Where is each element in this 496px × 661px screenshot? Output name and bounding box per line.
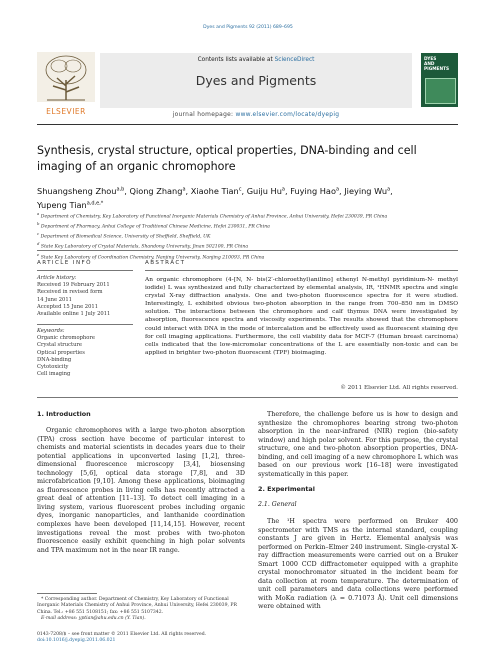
homepage-prefix: journal homepage: xyxy=(172,112,236,118)
author[interactable] xyxy=(37,200,103,210)
keyword: DNA-binding xyxy=(37,356,72,363)
abstract-text: An organic chromophore (4-[N, N- bis(2′-chloroethyl)anilino] ethenyl N-methyl pyridinium-N- methyl iodide) L was synthesized and fully characterized by elemental analysis, IR, ¹HNMR spectra and single crystal X-ray diffraction analysis. One and two-photon fluorescence spectra for it were studied. Interestingly, L exhibited obvious two-photon absorption in the range from 700–850 nm in DMSO solution. The interactions between the chromophore and calf thymus DNA were investigated by absorption, fluorescence spectra and viscosity experiments. The results showed that the chromophore could interact with DNA in the mode of intercalation and be effectively used as fluorescent staining dye for cell imaging applications. Furthermore, the cell viability data for MCF-7 (Human breast carcinoma) cells indicated that the low-micromolar concentrations of the L are essentially non-toxic and can be applied in brighter two-photon fluorescent (TPF) bioimaging. xyxy=(145,277,458,356)
history-item: Received in revised form xyxy=(37,289,103,296)
history-item: Available online 1 July 2011 xyxy=(37,311,111,318)
affiliation xyxy=(37,211,458,221)
email-address[interactable]: E-mail address: yptian@ahu.edu.cn (Y. Tian). xyxy=(41,616,146,622)
affiliation-mark: b xyxy=(37,221,40,227)
author-affiliation-mark: a xyxy=(335,186,340,192)
corresponding-author-note: * Corresponding author. Department of Chemistry, Key Laboratory of Functional Inorganic Materials Chemistry of Anhui Province, Anhui University, Hefei 230039, PR China. Tel.: +86 551 5108151; fax: +86 551 5107342. xyxy=(37,597,237,615)
cover-title-line-1: DYES xyxy=(424,57,437,62)
cover-title-line-3: PIGMENTS xyxy=(424,67,450,72)
author-affiliation-mark: a xyxy=(281,186,285,192)
doi-link[interactable]: doi:10.1016/j.dyepig.2011.06.021 xyxy=(37,638,116,644)
right-paragraph-2: The ¹H spectra were performed on Bruker 400 spectrometer with TMS as the internal standard, coupling constants J are given in Hertz. Elemental analysis was performed on Perkin–Elmer 240 instrument. Single-crystal X-ray diffraction measurements were carried out on a Bruker Smart 1000 CCD diffractometer equipped with a graphite crystal monochromator situated in the incident beam for data collection at room temperature. The determination of unit cell parameters and data collections were performed with MoKα radiation (λ = 0.71073 Å). Unit cell dimensions were obtained with xyxy=(258,517,458,611)
copyright: © 2011 Elsevier Ltd. All rights reserved. xyxy=(340,385,458,391)
sciencedirect-link[interactable]: ScienceDirect xyxy=(274,57,315,63)
affiliation xyxy=(37,221,458,231)
homepage-link[interactable]: www.elsevier.com/locate/dyepig xyxy=(235,112,340,118)
author[interactable]: Fuying Hao$^a$, xyxy=(290,185,345,196)
author-name: Jieying Wu xyxy=(344,185,388,196)
contents-prefix: Contents lists available at xyxy=(197,57,275,63)
introduction-text: Organic chromophores with a large two-photon absorption (TPA) cross section have become of particular interest to chemists and material scientists in decades years due to their potential applications in upconverted lasing [1,2], three-dimensional fluorescence microscopy [3,4], biosensing technology [5,6], optical data storage [7,8], and 3D microfabrication [9,10]. Among these applications, bioimaging as fluorescence probes in living cells has recently attracted a great deal of attention [11–13]. To detect cell imaging in a living system, various fluorescent probes including organic dyes, inorganic nanoparticles, and lanthanide coordination complexes have been developed [11,14,15]. However, recent investigations reveal the most probes with two-photon fluorescence easily exhibit quenching in high polar solvents and TPA maximum not in the near IR range. xyxy=(37,426,245,554)
author[interactable]: Guiju Hu$^a$, xyxy=(246,185,291,196)
front-matter xyxy=(37,632,297,645)
author-affiliation-mark: a xyxy=(387,186,391,192)
publisher-name: ELSEVIER xyxy=(46,107,86,116)
author[interactable]: Shuangsheng Zhou$^{a,b}$, xyxy=(37,185,130,196)
journal-title: Dyes and Pigments xyxy=(195,73,317,88)
author[interactable]: Xiaohe Tian$^c$, xyxy=(190,185,247,196)
author-affiliation-mark: a,d,e,* xyxy=(86,200,104,207)
journal-cover xyxy=(421,53,458,107)
keyword: Organic chromophore xyxy=(37,335,95,342)
affiliation xyxy=(37,252,458,262)
keyword: Crystal structure xyxy=(37,342,82,349)
header-rule xyxy=(37,124,458,125)
footnote-rule xyxy=(37,593,97,594)
keywords-title: Keywords: xyxy=(37,328,65,334)
author-name: Xiaohe Tian xyxy=(190,185,239,196)
right-paragraph-1: Therefore, the challenge before us is how to design and synthesize the chromophores bearing strong two-photon absorption in the near-infrared (NIR) region (bio-safety window) and high polar solvent. For this purpose, the crystal structure, one and two-photon absorption properties, DNA-binding, and cell imaging of a new chromophore L which was based on our previous work [16–18] were investigated systematically in this paper. xyxy=(258,410,458,478)
affiliation-text: State Key Laboratory of Coordination Chemistry, Nanjing University, Nanjing 210093, PR China xyxy=(40,255,265,261)
title-rule xyxy=(37,250,458,251)
journal-reference: Dyes and Pigments 92 (2011) 689–695 xyxy=(203,25,293,30)
history-title: Article history: xyxy=(37,275,77,281)
author-affiliation-mark: a,b xyxy=(116,186,125,192)
author-affiliation-mark: a xyxy=(182,186,186,192)
affiliation-list xyxy=(37,211,458,262)
cover-image xyxy=(425,78,456,104)
article-info-heading: ARTICLE INFO xyxy=(37,260,92,266)
keyword: Cell imaging xyxy=(37,371,71,378)
keywords xyxy=(37,328,133,378)
keywords-rule xyxy=(37,324,133,325)
author-name: Shuangsheng Zhou xyxy=(37,185,117,196)
affiliation-text: Department of Pharmacy, Anhui College of Traditional Chinese Medicine, Hefei 230031, PR China xyxy=(40,224,270,230)
homepage-line xyxy=(100,112,412,118)
author-name: Qiong Zhang xyxy=(129,185,183,196)
article-title: Synthesis, crystal structure, optical properties, DNA-binding and cell imaging of an organic chromophore xyxy=(37,144,417,173)
affiliation-mark: a xyxy=(37,211,40,216)
affiliation-mark: e xyxy=(37,251,40,257)
cover-title-line-2: AND xyxy=(424,62,435,67)
affiliation-text: Department of Chemistry, Key Laboratory of Functional Inorganic Materials Chemistry of Anhui Province, Anhui University, Hefei 230039, PR China xyxy=(40,214,388,220)
author[interactable]: Qiong Zhang$^a$, xyxy=(129,185,191,196)
abstract-heading: ABSTRACT xyxy=(145,260,186,266)
keyword: Cytotoxicity xyxy=(37,364,69,371)
author-name: Yupeng Tian xyxy=(37,200,87,211)
abstract-rule xyxy=(145,270,458,271)
cover-title xyxy=(424,57,458,72)
affiliation-mark: c xyxy=(37,231,40,237)
keyword: Optical properties xyxy=(37,349,85,356)
experimental-heading: 2. Experimental xyxy=(258,485,315,493)
author-list xyxy=(37,183,409,212)
introduction-heading: 1. Introduction xyxy=(37,410,91,418)
footnote xyxy=(37,597,245,623)
affiliation-text: State Key Laboratory of Crystal Materials, Shandong University, Jinan 502100, PR China xyxy=(40,244,249,250)
history-item: 14 June 2011 xyxy=(37,296,72,303)
author-affiliation-mark: c xyxy=(238,186,242,192)
contents-line xyxy=(100,57,412,63)
author[interactable]: Jieying Wu$^a$, xyxy=(344,185,393,196)
elsevier-logo xyxy=(37,52,95,116)
abstract-end-rule xyxy=(37,397,458,398)
general-heading: 2.1. General xyxy=(258,501,297,508)
journal-banner xyxy=(100,53,412,108)
history-item: Received 19 February 2011 xyxy=(37,282,110,289)
info-rule xyxy=(37,270,133,271)
issn-line: 0143-7208/$ – see front matter © 2011 Elsevier Ltd. All rights reserved. xyxy=(37,632,207,637)
affiliation-text: Department of Biomedical Science, University of Sheffield, Sheffield, UK xyxy=(40,234,211,240)
history-item: Accepted 15 June 2011 xyxy=(37,303,99,310)
author-name: Fuying Hao xyxy=(290,185,336,196)
affiliation xyxy=(37,231,458,241)
author-name: Guiju Hu xyxy=(246,185,282,196)
article-history xyxy=(37,275,133,318)
affiliation-mark: d xyxy=(37,241,40,247)
elsevier-tree-icon xyxy=(37,52,95,102)
